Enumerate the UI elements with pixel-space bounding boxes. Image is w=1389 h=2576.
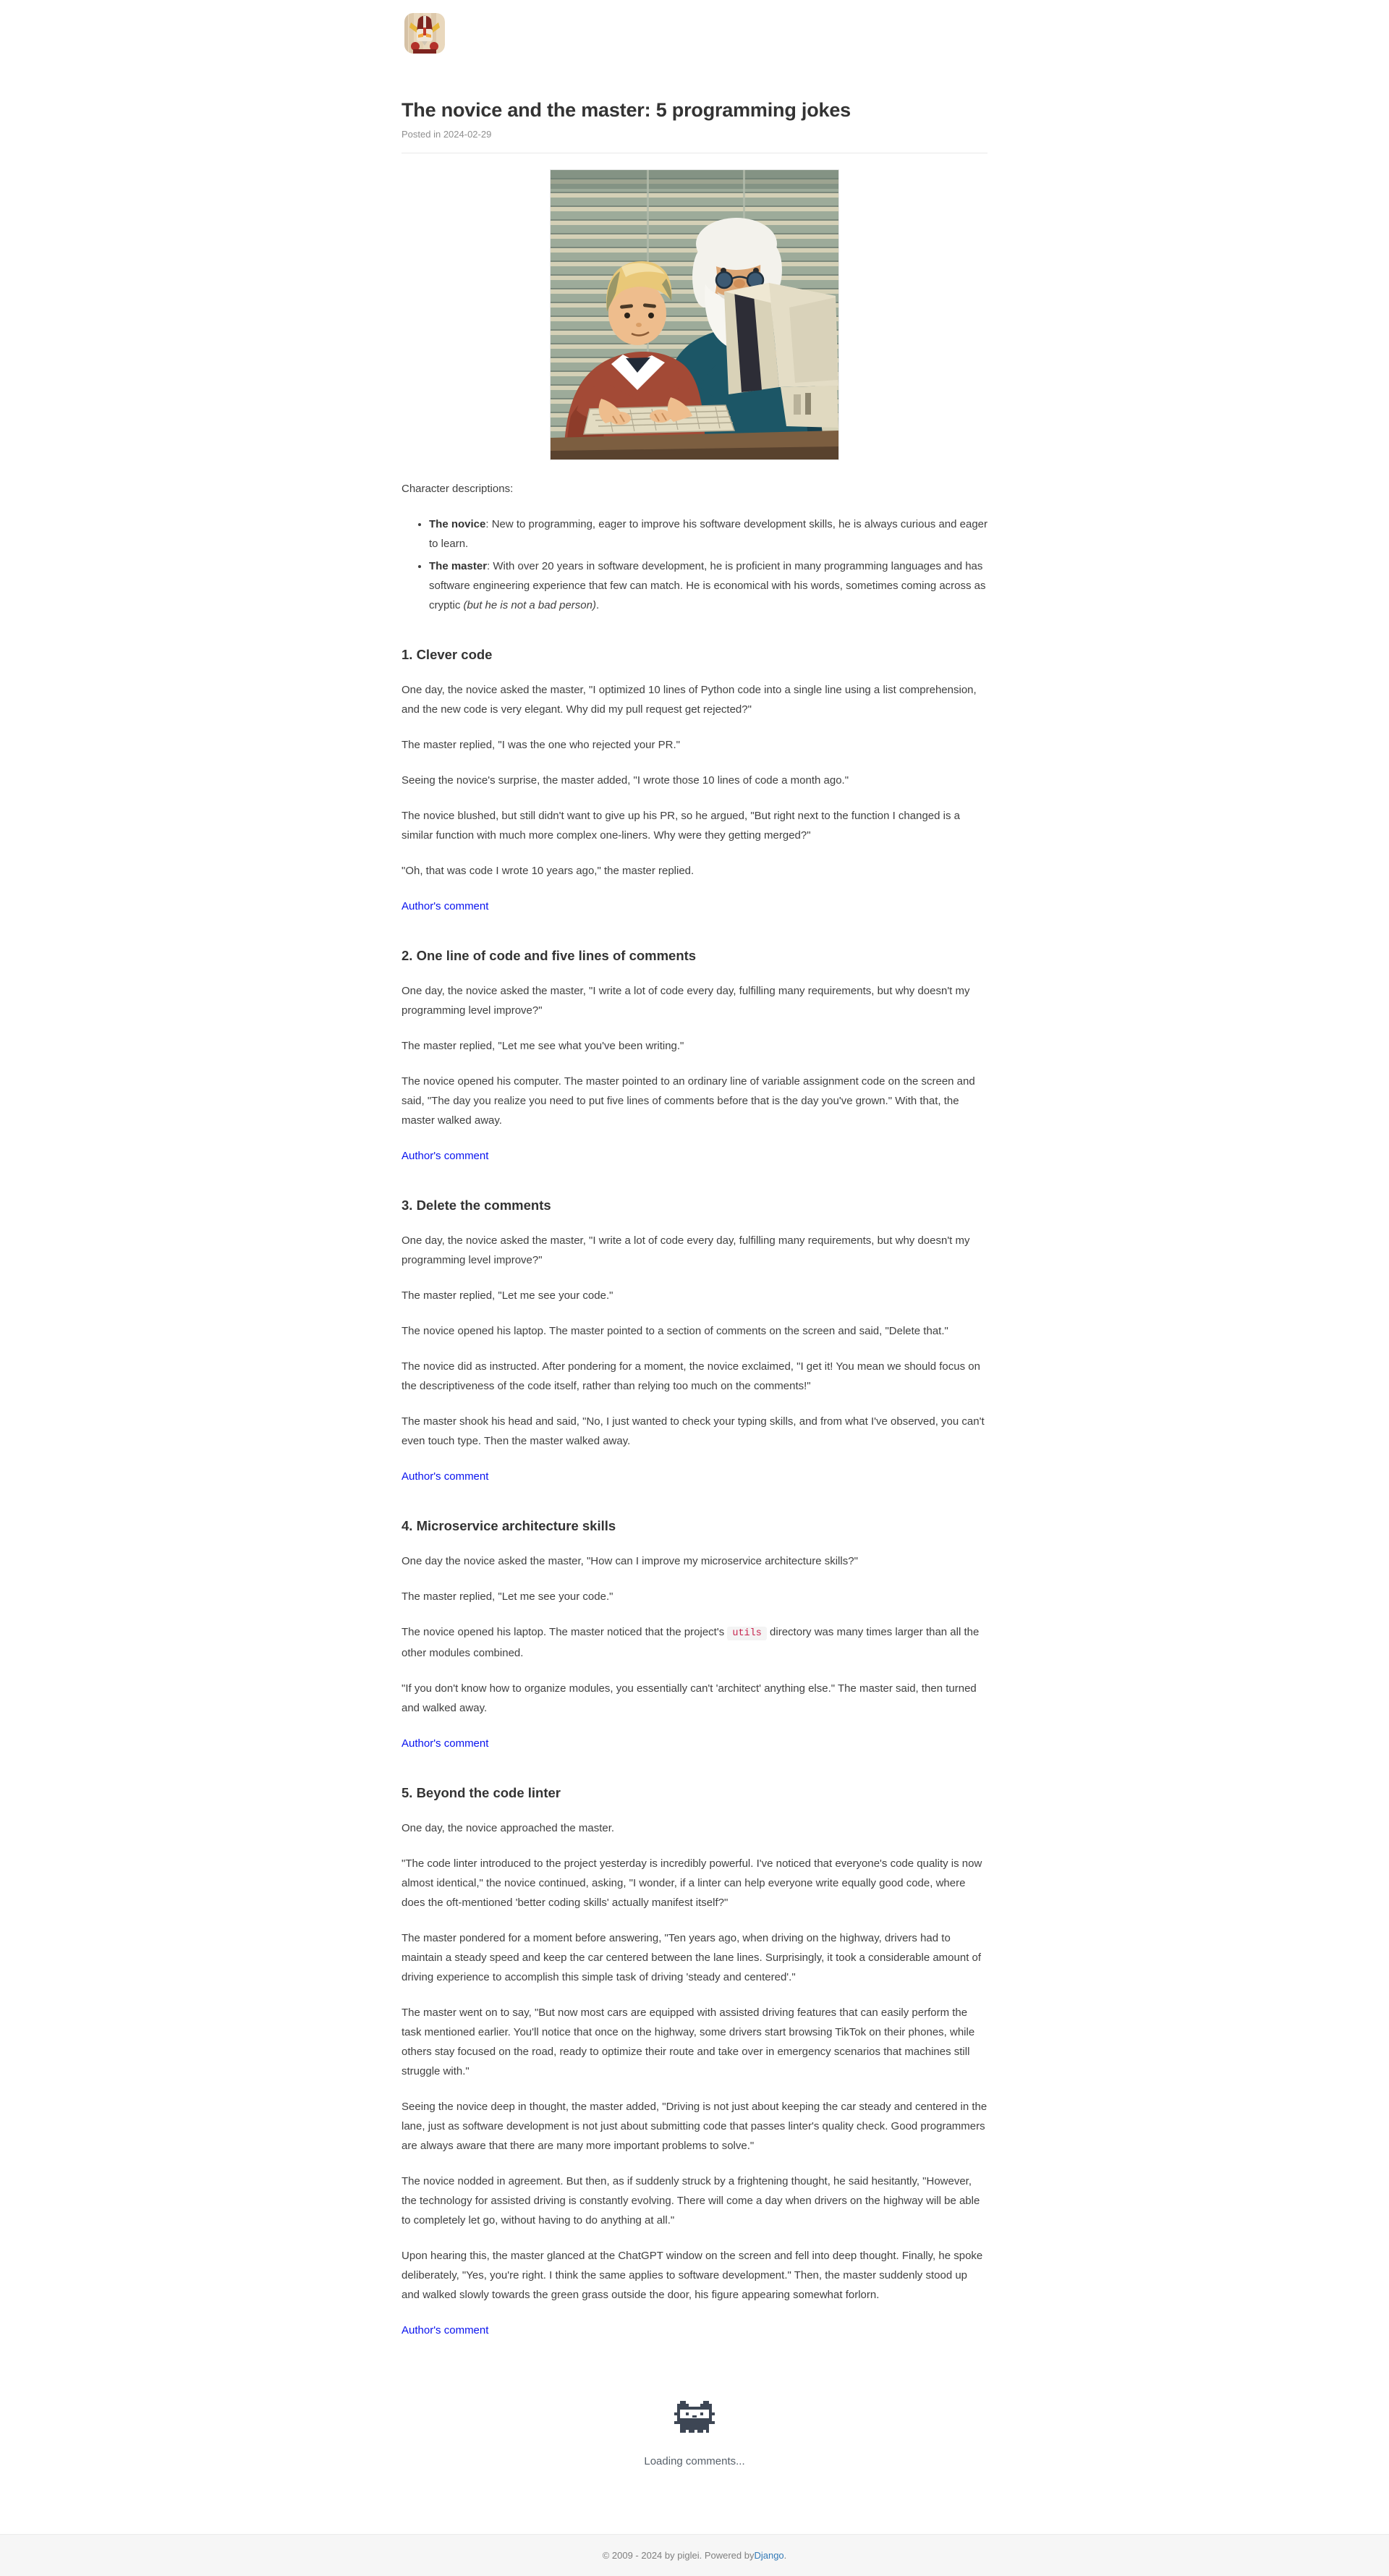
- paragraph: The master went on to say, "But now most cars are equipped with assisted driving features that can easily perform the task mentioned earlier. You'll notice that once on the highway, some drivers start browsing TikTok on their phones, while others stay focused on the road, ready to optimize their route and take over in emergency scenarios that machines still struggle with.": [402, 2007, 975, 2078]
- joke-section-2: [402, 948, 987, 1166]
- authors-comment-link[interactable]: Author's comment: [402, 1470, 489, 1483]
- joke-section-4: [402, 1518, 987, 1753]
- site-footer: [0, 2534, 1389, 2576]
- novice-term: The novice: [429, 518, 486, 531]
- section-heading: 3. Delete the comments: [402, 1198, 551, 1213]
- site-logo-link[interactable]: [404, 13, 445, 54]
- author-comment-row: [402, 1467, 987, 1486]
- section-heading: 2. One line of code and five lines of comments: [402, 948, 697, 964]
- master-desc-end: .: [595, 599, 600, 612]
- copyright-end: .: [783, 2550, 787, 2562]
- joke-section-1: [402, 647, 987, 916]
- paragraph: "If you don't know how to organize modules, you essentially can't 'architect' anything else." The master said, then turned and walked away.: [402, 1682, 977, 1715]
- pixel-cat-mascot-icon: [674, 2401, 715, 2438]
- comments-section: [402, 2401, 987, 2467]
- article-sections: [402, 647, 987, 2340]
- paragraph: The master shook his head and said, "No, I just wanted to check your typing skills, and from what I've observed, you can't even touch type. Then the master walked away.: [402, 1415, 985, 1448]
- paragraph: One day, the novice asked the master, "I optimized 10 lines of Python code into a single line using a list comprehension, and the new code is very elegant. Why did my pull request get rejected?": [402, 684, 977, 716]
- authors-comment-link[interactable]: Author's comment: [402, 1150, 489, 1163]
- paragraph: The master replied, "Let me see what you've been writing.": [402, 1040, 684, 1053]
- authors-comment-link[interactable]: Author's comment: [402, 900, 489, 913]
- page-title: The novice and the master: 5 programming jokes: [402, 99, 851, 121]
- paragraph: The master replied, "Let me see your code.": [402, 1590, 613, 1603]
- author-comment-row: [402, 2321, 987, 2340]
- paragraph: The novice did as instructed. After pondering for a moment, the novice exclaimed, "I get it! You mean we should focus on the descriptiveness of the code itself, rather than relying too much on the comments!": [402, 1360, 980, 1393]
- paragraph: The novice blushed, but still didn't want to give up his PR, so he argued, "But right next to the function I changed is a similar function with much more complex one-liners. Why were they getting merged?": [402, 810, 960, 842]
- loading-comments-text: Loading comments...: [644, 2455, 745, 2468]
- paragraph: Seeing the novice's surprise, the master added, "I wrote those 10 lines of code a month ago.": [402, 774, 849, 787]
- joke-section-3: [402, 1198, 987, 1486]
- master-term: The master: [429, 560, 488, 573]
- hero-figure: [402, 169, 987, 463]
- inline-code: utils: [727, 1627, 767, 1640]
- character-list: [402, 514, 987, 615]
- paragraph: The novice nodded in agreement. But then, as if suddenly struck by a frightening thought, he said hesitantly, "However, the technology for assisted driving is constantly evolving. There will come a day when drivers on the highway will be able to completely let go, without having to do anything at all.": [402, 2175, 980, 2227]
- paragraph: One day, the novice approached the master.: [402, 1822, 615, 1835]
- novice-desc: : New to programming, eager to improve his software development skills, he is always curious and eager to learn.: [429, 518, 988, 551]
- page-container: [402, 13, 987, 2467]
- section-heading: 5. Beyond the code linter: [402, 1785, 561, 1801]
- paragraph: Upon hearing this, the master glanced at the ChatGPT window on the screen and fell into deep thought. Finally, he spoke deliberately, "Yes, you're right. I think the same applies to software development." Then, the master suddenly stood up and walked slowly towards the green grass outside the door, his figure appearing somewhat forlorn.: [402, 2250, 983, 2302]
- intro-lead: Character descriptions:: [402, 483, 514, 496]
- copyright-text: © 2009 - 2024 by piglei. Powered by: [602, 2550, 755, 2562]
- posted-date: Posted in 2024-02-29: [402, 129, 492, 140]
- paragraph: The master replied, "Let me see your code.": [402, 1289, 613, 1302]
- paragraph: One day the novice asked the master, "How can I improve my microservice architecture skills?": [402, 1555, 858, 1568]
- authors-comment-link[interactable]: Author's comment: [402, 2324, 489, 2337]
- master-desc-italic: (but he is not a bad person): [463, 599, 596, 612]
- authors-comment-link[interactable]: Author's comment: [402, 1737, 489, 1750]
- author-comment-row: [402, 897, 987, 916]
- list-item-master: [429, 556, 987, 615]
- paragraph: One day, the novice asked the master, "I write a lot of code every day, fulfilling many requirements, but why doesn't my programming level improve?": [402, 1234, 970, 1267]
- paragraph: One day, the novice asked the master, "I write a lot of code every day, fulfilling many requirements, but why doesn't my programming level improve?": [402, 985, 970, 1017]
- section-heading: 4. Microservice architecture skills: [402, 1518, 616, 1534]
- robot-avatar-icon: [404, 44, 445, 54]
- paragraph: The novice opened his laptop. The master noticed that the project's utils directory was many times larger than all the other modules combined.: [402, 1626, 980, 1660]
- master-desc: : With over 20 years in software development, he is proficient in many programming languages and has software engineering experience that few can match. He is economical with his words, sometimes coming across as cryptic: [429, 560, 986, 612]
- novice-and-master-illustration: [550, 169, 839, 460]
- paragraph: The master pondered for a moment before answering, "Ten years ago, when driving on the highway, drivers had to maintain a steady speed and keep the car centered between the lane lines. Surprisingly, it took a considerable amount of driving experience to accomplish this simple task of driving 'steady and centered'.": [402, 1932, 982, 1984]
- paragraph: Seeing the novice deep in thought, the master added, "Driving is not just about keeping the car steady and centered in the lane, just as software development is not just about submitting code that passes linter's quality check. Good programmers are always aware that there are many more important problems to solve.": [402, 2101, 987, 2153]
- joke-section-5: [402, 1785, 987, 2340]
- author-comment-row: [402, 1734, 987, 1753]
- paragraph: The novice opened his laptop. The master pointed to a section of comments on the screen and said, "Delete that.": [402, 1325, 948, 1338]
- list-item-novice: [429, 514, 987, 554]
- paragraph: "Oh, that was code I wrote 10 years ago," the master replied.: [402, 865, 694, 878]
- django-link[interactable]: Django: [754, 2550, 784, 2562]
- paragraph: The novice opened his computer. The master pointed to an ordinary line of variable assignment code on the screen and said, "The day you realize you need to put five lines of comments before that is the day you've grown." With that, the master walked away.: [402, 1075, 975, 1127]
- paragraph: "The code linter introduced to the project yesterday is incredibly powerful. I've noticed that everyone's code quality is now almost identical," the novice continued, asking, "I wonder, if a linter can help everyone write equally good code, where does the oft-mentioned 'better coding skills' actually manifest itself?": [402, 1857, 982, 1910]
- section-heading: 1. Clever code: [402, 647, 493, 663]
- paragraph: The master replied, "I was the one who rejected your PR.": [402, 739, 680, 752]
- author-comment-row: [402, 1146, 987, 1166]
